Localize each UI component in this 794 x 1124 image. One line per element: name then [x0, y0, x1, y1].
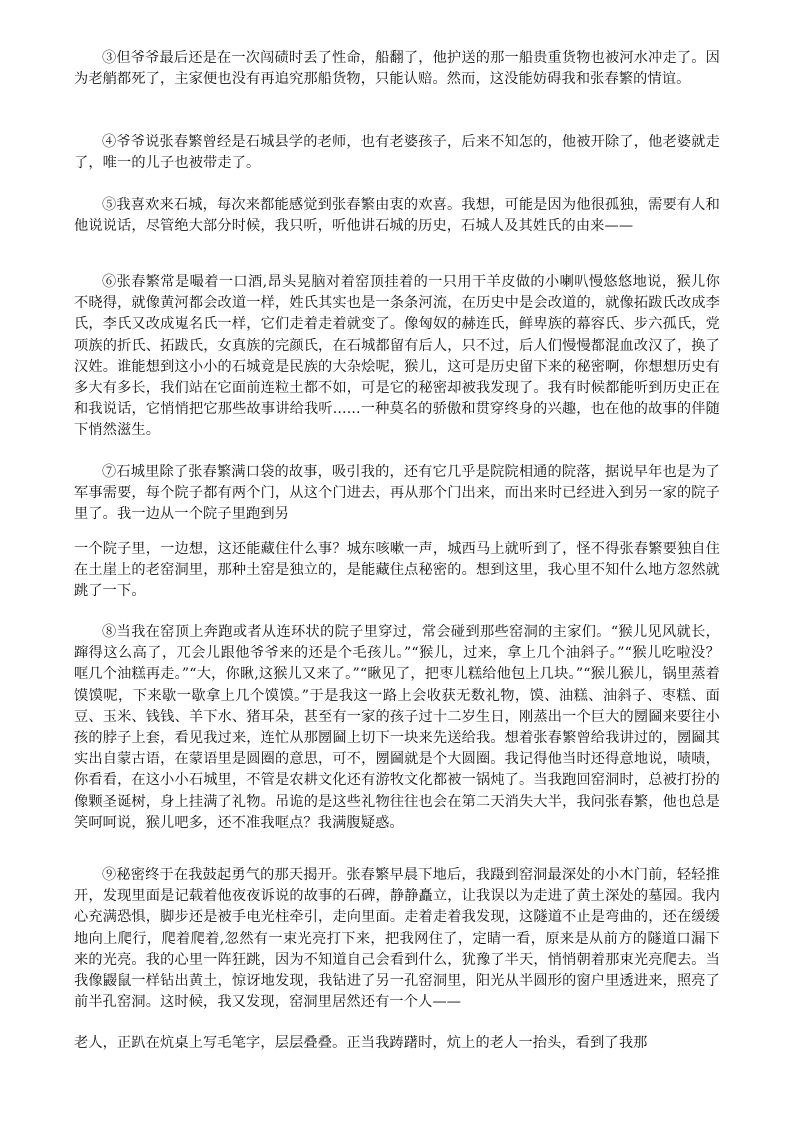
paragraph-3: ③但爷爷最后还是在一次闯碛时丢了性命，船翻了，他护送的那一船贵重货物也被河水冲走了。因为老艄都死了，主家便也没有再追究那船货物，只能认赔。然而，这没能妨碍我和张春繁的情谊。: [74, 50, 720, 88]
paragraph-6: ⑥张春繁常是嘬着一口酒,昂头晃脑对着窑顶挂着的一只用干羊皮做的小喇叭慢悠悠地说，猴儿你不晓得，就像黄河都会改道一样，姓氏其实也是一条条河流，在历史中是会改道的，就像拓跋氏改成李氏，李氏又改成嵬名氏一样，它们走着走着就变了。像匈奴的赫连氏，鲜卑族的幕容氏、步六孤氏，党项族的折氏、拓跋氏，女真族的完颜氏，在石城都留有后人，只不过，后人们慢慢都混血改汉了，换了汉姓。谁能想到这小小的石城竟是民族的大杂烩呢，猴儿，这可是历史留下来的秘密啊，你想想历史有多大有多长，我们站在它面前连粒土都不如，可是它的秘密却被我发现了。我有时候都能听到历史正在和我说话，它悄悄把它那些故事讲给我听......一种莫名的骄傲和贯穿终身的兴趣，也在他的故事的伴随下悄然滋生。: [74, 274, 720, 439]
paragraph-9: ⑨秘密终于在我鼓起勇气的那天揭开。张春繁早晨下地后，我蹑到窑洞最深处的小木门前，轻轻推开，发现里面是记载着他夜夜诉说的故事的石碑，静静矗立，让我误以为走进了黄土深处的墓园。我内心充满恐惧，脚步还是被手电光柱牵引，走向里面。走着走着我发现，这隧道不止是弯曲的，还在缓缓地向上爬行，爬着爬着,忽然有一束光亮打下来，把我网住了，定睛一看，原来是从前方的隧道口漏下来的光亮。我的心里一阵狂跳，因为不知道自己会看到什么，犹豫了半天，悄悄朝着那束光亮爬去。当我像鼹鼠一样钻出黄土，惊讶地发现，我钻进了另一孔窑洞里，阳光从半圆形的窗户里透进来，照亮了前半孔窑洞。这时候，我又发现，窑洞里居然还有一个人——: [74, 867, 720, 1011]
paragraph-continued-last: 老人，正趴在炕桌上写毛笔字，层层叠叠。正当我踌躇时，炕上的老人一抬头，看到了我那: [74, 1035, 648, 1051]
paragraph-7-continued: 一个院子里，一边想，这还能藏住什么事？城东咳嗽一声，城西马上就听到了，怪不得张春繁要独自住在土崖上的老窑洞里，那种土窑是独立的，是能藏住点秘密的。想到这里，我心里不知什么地方忽然就跳了一下。: [74, 541, 720, 600]
paragraph-5: ⑤我喜欢来石城，每次来都能感觉到张春繁由衷的欢喜。我想，可能是因为他很孤独，需要有人和他说说话，尽管绝大部分时候，我只听，听他讲石城的历史，石城人及其姓氏的由来——: [74, 197, 720, 235]
paragraph-7: ⑦石城里除了张春繁满口袋的故事，吸引我的，还有它几乎是院院相通的院落，据说早年也是为了军事需要，每个院子都有两个门，从这个门进去，再从那个门出来，而出来时已经进入到另一家的院子里了。我一边从一个院子里跑到另: [74, 464, 720, 523]
paragraph-4: ④爷爷说张春繁曾经是石城县学的老师，也有老婆孩子，后来不知怎的，他被开除了，他老婆就走了，唯一的儿子也被带走了。: [74, 134, 720, 172]
paragraph-8: ⑧当我在窑顶上奔跑或者从连环状的院子里穿过，常会碰到那些窑洞的主家们。“猴儿见风就长，蹿得这么高了，兀会儿跟他爷爷来的还是个毛孩儿。”“猴儿，过来，拿上几个油斜子。”“猴儿吃啦没？哐几个油糕再走。”“大，你瞅,这猴儿又来了。”“瞅见了，把枣儿糕给他包上几块。”“猴儿猴儿，锅里蒸着馍馍呢，下来歇一歇拿上几个馍馍。”于是我这一路上会收获无数礼物，馍、油糕、油斜子、枣糕、面豆、玉米、钱钱、羊下水、猪耳朵，甚至有一家的孩子过十二岁生日，刚蒸出一个巨大的圐圙来要往小孩的脖子上套，看见我过来，连忙从那圐圙上切下一块来先送给我。想着张春繁曾给我讲过的，圐圙其实出自蒙古语，在蒙语里是圆圈的意思，可不，圐圙就是个大圆圈。我记得他当时还得意地说，啧啧，你看看，在这小小石城里，不管是农耕文化还有游牧文化都被一锅炖了。当我跑回窑洞时，总被打扮的像颗圣诞树，身上挂满了礼物。吊诡的是这些礼物往往也会在第二天消失大半，我问张春繁，他也总是笑呵呵说，猴儿吧多，还不准我哐点？我满腹疑惑。: [74, 624, 720, 831]
